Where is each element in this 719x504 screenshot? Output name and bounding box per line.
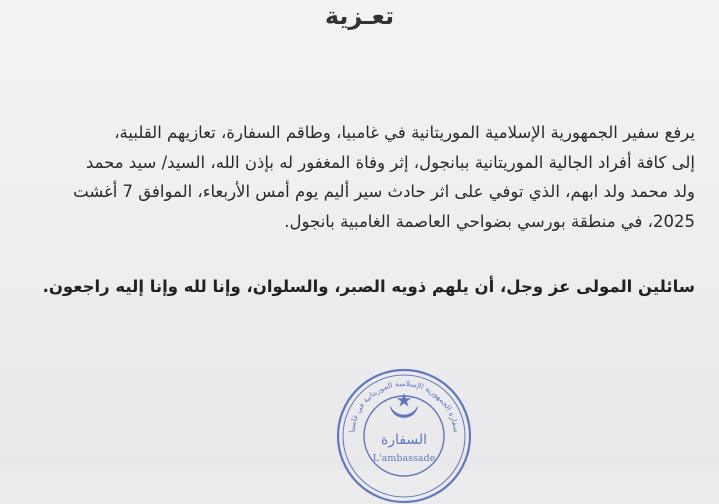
paragraph-line: يرفع سفير الجمهورية الإسلامية الموريتانية في غامبيا، وطاقم السفارة، تعازيهم القلبية،	[114, 123, 695, 142]
seal-arabic-label: السفارة	[380, 432, 428, 448]
closing-prayer: سائلين المولى عز وجل، أن يلهم ذويه الصبر، والسلوان، وإنا لله وإنا إليه راجعون.	[42, 277, 695, 296]
paragraph-line: ولد محمد ولد ابهم، الذي توفي على اثر حادث سير أليم يوم أمس الأربعاء، الموافق 7 أغشت	[73, 182, 695, 201]
svg-text:سفارة الجمهورية الإسلامية المو	[347, 379, 461, 433]
document-title: تعـزية	[324, 2, 395, 30]
seal-french-label: L'ambassade	[372, 453, 436, 464]
embassy-seal-stamp	[336, 368, 472, 504]
paragraph-line: إلى كافة أفراد الجالية الموريتانية ببانجول، إثر وفاة المغفور له بإذن الله، السيد/ سيد محمد	[85, 152, 695, 172]
paragraph-line: 2025، في منطقة بورسي بضواحي العاصمة الغامبية بانجول.	[284, 211, 695, 231]
seal-ring-text: سفارة الجمهورية الإسلامية الموريتانية في غامبيا	[347, 378, 461, 433]
condolence-paragraph	[23, 118, 695, 236]
